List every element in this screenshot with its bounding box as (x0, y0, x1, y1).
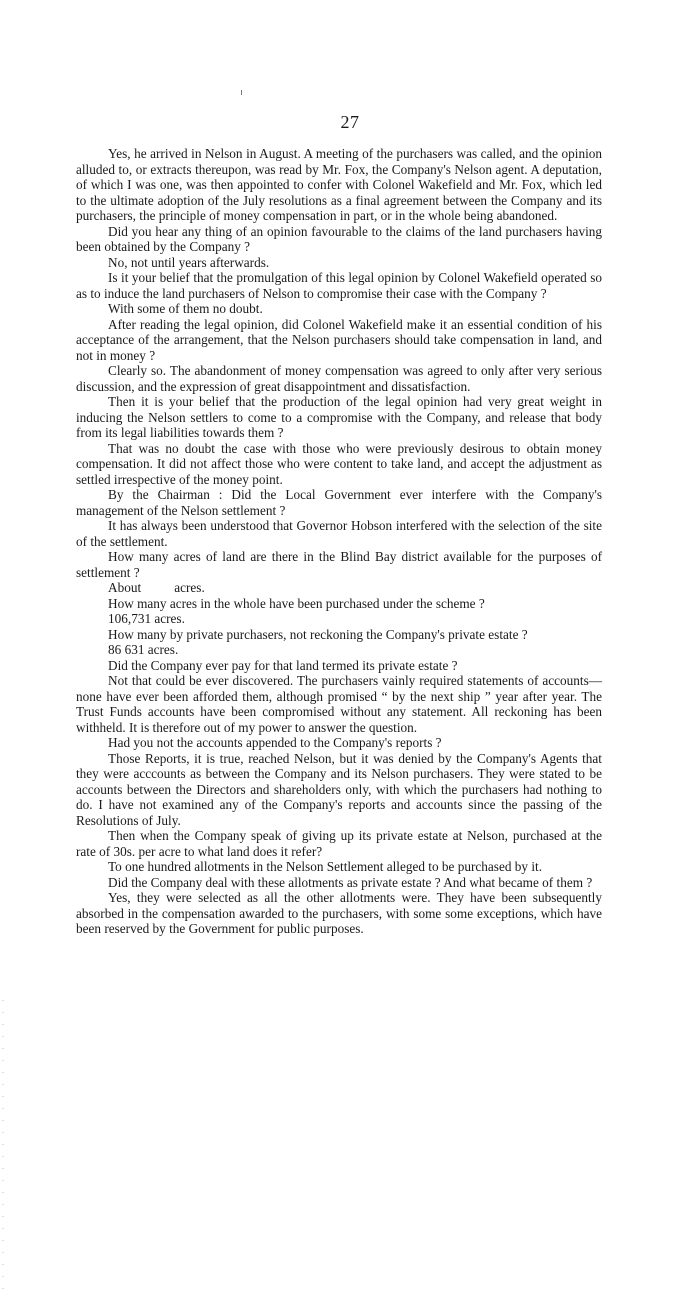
paragraph: Did the Company ever pay for that land termed its private estate ? (108, 657, 458, 673)
paragraph: By the Chairman : Did the Local Government ever interfere with the Company's management of the Nelson settlement ? (76, 487, 602, 518)
paragraph: Then it is your belief that the production of the legal opinion had very great weight in inducing the Nelson settlers to come to a compromise with the Company, and release that body from its legal liabilities towards them ? (76, 394, 602, 440)
paragraph: Did the Company deal with these allotments as private estate ? And what became of them ? (108, 874, 593, 890)
print-speck (241, 90, 242, 95)
paragraph: It has always been understood that Governor Hobson interfered with the selection of the site of the settlement. (76, 518, 602, 549)
page-number: 27 (340, 112, 360, 132)
paragraph: That was no doubt the case with those who were previously desirous to obtain money compensation. It did not affect those who were content to take land, and accept the adjustment as settled irrespective of the money point. (76, 440, 602, 487)
paragraph: Did you hear any thing of an opinion favourable to the claims of the land purchasers having been obtained by the Company ? (76, 223, 602, 254)
paragraph: Yes, they were selected as all the other allotments were. They have been subsequently absorbed in the compensation awarded to the purchasers, with some some exceptions, which have been reserved by the Government for public purposes. (76, 890, 602, 936)
paragraph: No, not until years afterwards. (108, 254, 270, 270)
paragraph: Those Reports, it is true, reached Nelson, but it was denied by the Company's Agents that they were acccounts as between the Company and its Nelson purchasers. They were stated to be accounts between the Directors and shareholders only, with which the purchasers had nothing to do. I have not examined any of the Company's reports and accounts since the passing of the Resolutions of July. (76, 750, 602, 828)
paragraph: 106,731 acres. (108, 611, 185, 626)
paragraph: Clearly so. The abandonment of money compensation was agreed to only after very serious discussion, and the expression of great disappointment and dissatisfaction. (76, 363, 602, 394)
paragraph: How many by private purchasers, not reckoning the Company's private estate ? (108, 626, 528, 642)
paragraph: To one hundred allotments in the Nelson Settlement alleged to be purchased by it. (108, 859, 543, 874)
paragraph: Yes, he arrived in Nelson in August. A meeting of the purchasers was called, and the opinion alluded to, or extracts thereupon, was read by Mr. Fox, the Company's Nelson agent. A deputation, of which I was one, was then appointed to confer with Colonel Wakefield and Mr. Fox, which led to the ultimate adoption of the July resolutions as a final agreement between the Company and its purchasers, the principle of money compensation in part, or in the whole being abandoned. (76, 146, 602, 223)
paragraph: 86 631 acres. (108, 642, 179, 657)
paragraph: How many acres of land are there in the Blind Bay district available for the purposes of settlement ? (76, 549, 602, 580)
paragraph: About acres. (108, 580, 205, 595)
paragraph: How many acres in the whole have been purchased under the scheme ? (108, 595, 485, 611)
body-text (76, 146, 602, 937)
paragraph: Is it your belief that the promulgation of this legal opinion by Colonel Wakefield operated so as to induce the land purchasers of Nelson to compromise their case with the Company ? (76, 270, 602, 301)
paragraph: Not that could be ever discovered. The purchasers vainly required statements of accounts—none have ever been afforded them, although promised “ by the next ship ” year after year. The Trust Funds accounts have been compromised without any statement. All reckoning has been withheld. It is therefore out of my power to answer the question. (76, 673, 602, 735)
scan-edge-marks (2, 1000, 4, 1290)
paragraph: Then when the Company speak of giving up its private estate at Nelson, purchased at the rate of 30s. per acre to what land does it refer? (76, 828, 602, 859)
paragraph: After reading the legal opinion, did Colonel Wakefield make it an essential condition of his acceptance of the arrangement, that the Nelson purchasers should take compensation in land, and not in money ? (76, 316, 602, 363)
paragraph: Had you not the accounts appended to the Company's reports ? (108, 735, 442, 750)
paragraph: With some of them no doubt. (108, 301, 263, 316)
